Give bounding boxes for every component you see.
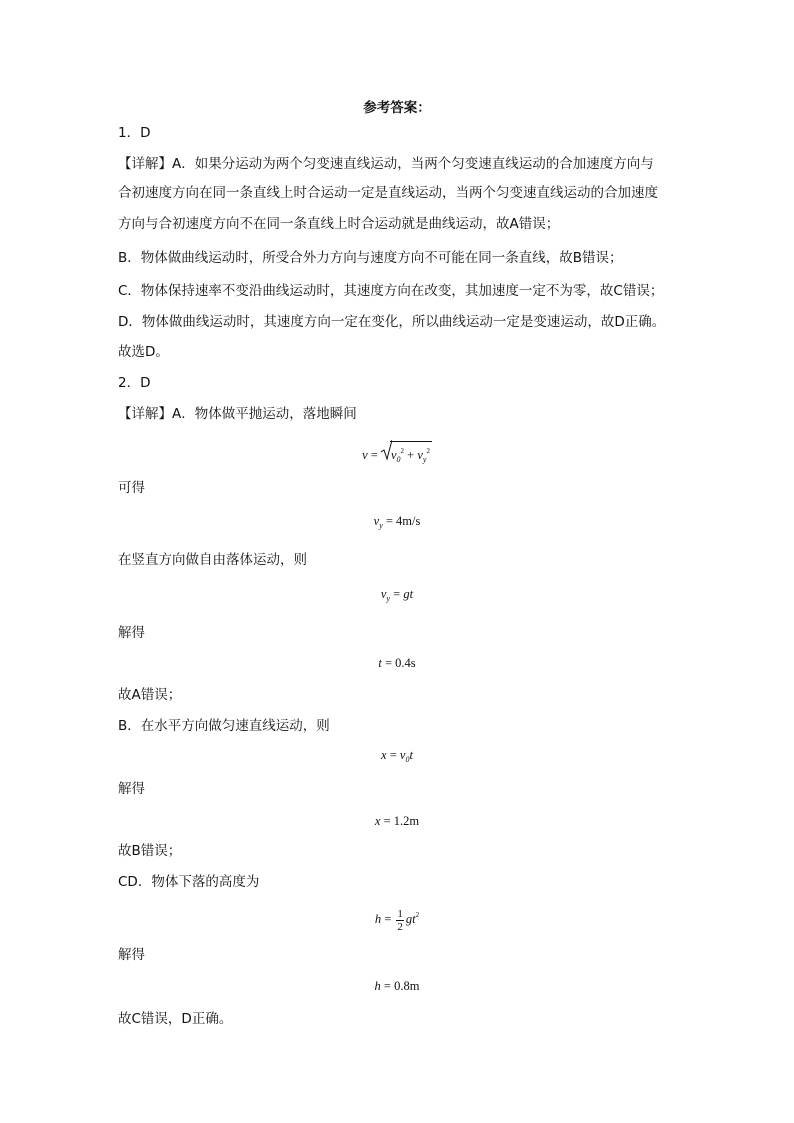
- q2-line-3: 在竖直方向做自由落体运动，则: [118, 552, 307, 568]
- q1-line-5: C．物体保持速率不变沿曲线运动时，其速度方向在改变，其加速度一定不为零，故C错误；: [118, 283, 664, 299]
- q2-line-1: 【详解】A．物体做平抛运动，落地瞬间: [118, 406, 357, 422]
- q1-line-2: 合初速度方向在同一条直线上时合运动一定是直线运动，当两个匀变速直线运动的合加速度: [118, 185, 658, 201]
- sqrt-sign: $v_0^2 + v_y^2$: [381, 441, 432, 469]
- equation-x: $x = v_0t$: [381, 748, 413, 764]
- q1-line-4: B．物体做曲线运动时，所受合外力方向与速度方向不可能在同一条直线，故B错误；: [118, 250, 623, 266]
- equation-vy-gt: $v_y$ = gt: [380, 587, 414, 603]
- q2-line-10: 解得: [118, 947, 145, 963]
- q2-line-2: 可得: [118, 480, 145, 496]
- q2-line-6: B．在水平方向做匀速直线运动，则: [118, 718, 330, 734]
- q1-number: 1．D: [118, 125, 151, 141]
- answer-title: 参考答案：: [363, 100, 431, 116]
- q1-line-7: 故选D。: [118, 344, 169, 360]
- q2-line-7: 解得: [118, 781, 145, 797]
- equation-t: t = 0.4s: [378, 656, 416, 670]
- q1-line-6: D．物体做曲线运动时，其速度方向一定在变化，所以曲线运动一定是变速运动，故D正确。: [118, 314, 666, 330]
- fraction-half: $\frac{1}{2}$: [397, 907, 403, 933]
- q2-line-9: CD．物体下落的高度为: [118, 874, 260, 890]
- equation-h: h = $\frac{1}{2}$ $gt^2$: [374, 907, 420, 933]
- q2-line-11: 故C错误，D正确。: [118, 1011, 233, 1027]
- q1-line-3: 方向与合初速度方向不在同一条直线上时合运动就是曲线运动，故A错误；: [118, 216, 560, 232]
- equation-vy-value: $v_y = 4m/s$: [373, 514, 421, 530]
- q2-number: 2．D: [118, 375, 151, 391]
- q2-line-4: 解得: [118, 625, 145, 641]
- equation-h-value: h = 0.8m: [374, 979, 420, 993]
- q2-line-5: 故A错误；: [118, 687, 182, 703]
- q2-line-8: 故B错误；: [118, 843, 182, 859]
- q1-line-1: 【详解】A．如果分运动为两个匀变速直线运动，当两个匀变速直线运动的合加速度方向与: [118, 156, 654, 172]
- equation-speed: v = $v_0^2 + v_y^2$: [0, 441, 794, 469]
- equation-x-value: x = 1.2m: [374, 814, 420, 828]
